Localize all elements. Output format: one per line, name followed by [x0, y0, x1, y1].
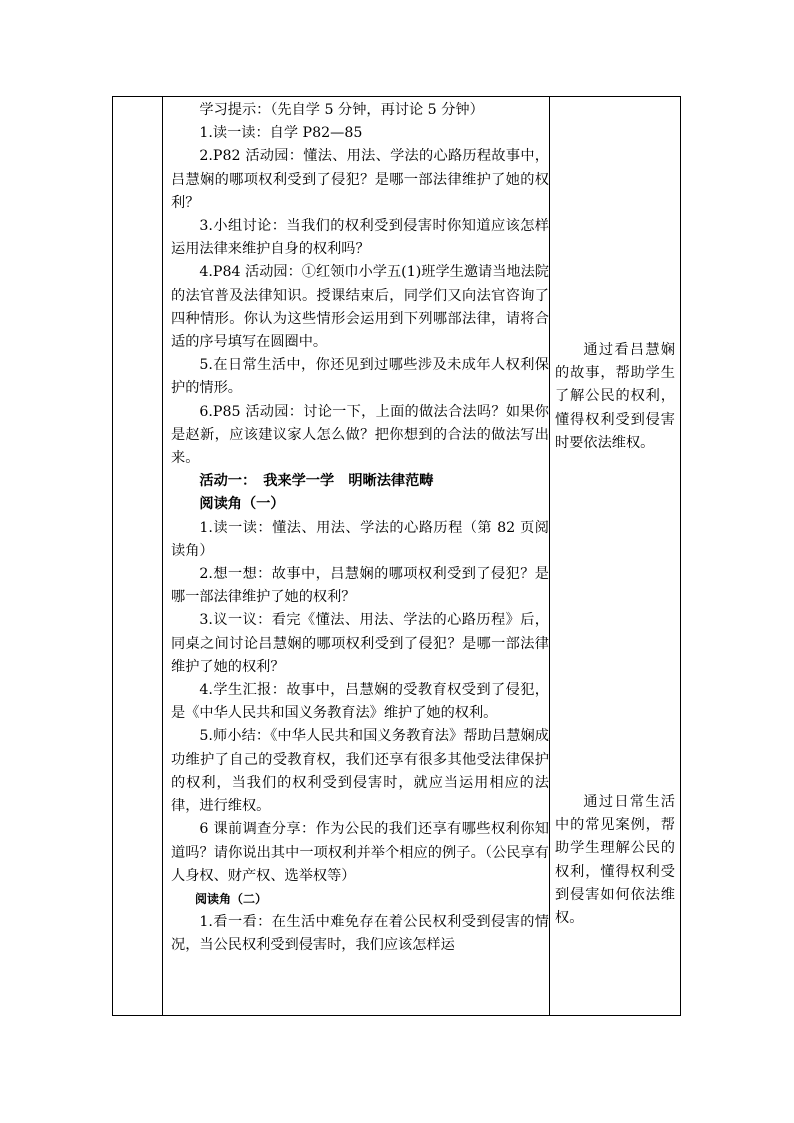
study-tip: 学习提示：（先自学 5 分钟，再讨论 5 分钟） [199, 102, 484, 118]
lesson-table [112, 96, 681, 1016]
reading-step-4: 4.学生汇报：故事中，吕慧娴的受教育权受到了侵犯，是《中华人民共和国义务教育法》维护了她的权利。 [171, 682, 549, 722]
reading-step-1: 1.读一读：懂法、用法、学法的心路历程（第 82 页阅读角） [171, 519, 549, 559]
reading-step-5: 5.师小结：《中华人民共和国义务教育法》帮助吕慧娴成功维护了自己的受教育权，我们还享有很多其他受法律保护的权利，当我们的权利受到侵害时，就应当运用相应的法律，进行维权。 [171, 728, 549, 815]
design-intent-note-2 [555, 791, 675, 930]
step-daily-life: 5.在日常生活中，你还见到过哪些涉及未成年人权利保护的情形。 [171, 357, 549, 397]
reading-corner-two-heading: 阅读角（二） [195, 891, 268, 906]
design-intent-text-2: 通过日常生活中的常见案例，帮助学生理解公民的权利，懂得权利受到侵害如何依法维权。 [555, 794, 675, 927]
reading-step-2: 2.想一想：故事中，吕慧娴的哪项权利受到了侵犯？是哪一部法律维护了她的权利？ [171, 566, 549, 606]
step-group-discussion: 3.小组讨论：当我们的权利受到侵害时你知道应该怎样运用法律来维护自身的权利吗？ [171, 218, 549, 258]
reading-two-step-1: 1.看一看：在生活中难免存在着公民权利受到侵害的情况，当公民权利受到侵害时，我们应该怎样运 [171, 914, 549, 954]
reading-step-6: 6 课前调查分享：作为公民的我们还享有哪些权利你知道吗？请你说出其中一项权利并举个相应的例子。（公民享有人身权、财产权、选举权等） [171, 821, 549, 884]
lesson-content [171, 99, 549, 958]
step-activity-p85: 6.P85 活动园：讨论一下，上面的做法合法吗？如果你是赵新，应该建议家人怎么做？把你想到的合法的做法写出来。 [171, 403, 549, 467]
reading-corner-one-heading: 阅读角（一） [199, 496, 285, 513]
step-read: 1.读一读：自学 P82—85 [199, 125, 363, 142]
column-divider-right [549, 97, 550, 1015]
step-activity-p82: 2.P82 活动园：懂法、用法、学法的心路历程故事中，吕慧娴的哪项权利受到了侵犯？是哪一部法律维护了她的权利？ [171, 148, 549, 211]
design-intent-note-1 [555, 339, 675, 455]
column-divider-left [162, 97, 163, 1015]
activity-one-heading: 活动一： 我来学一学 明晰法律范畴 [199, 473, 434, 490]
reading-step-3: 3.议一议：看完《懂法、用法、学法的心路历程》后，同桌之间讨论吕慧娴的哪项权利受到了侵犯？是哪一部法律维护了她的权利？ [171, 612, 549, 675]
step-activity-p84: 4.P84 活动园：①红领巾小学五(1)班学生邀请当地法院的法官普及法律知识。授课结束后，同学们又向法官咨询了四种情形。你认为这些情形会运用到下列哪部法律，请将合适的序号填写在圆圈中。 [171, 264, 549, 351]
design-intent-text-1: 通过看吕慧娴的故事，帮助学生了解公民的权利，懂得权利受到侵害时要依法维权。 [555, 342, 675, 451]
